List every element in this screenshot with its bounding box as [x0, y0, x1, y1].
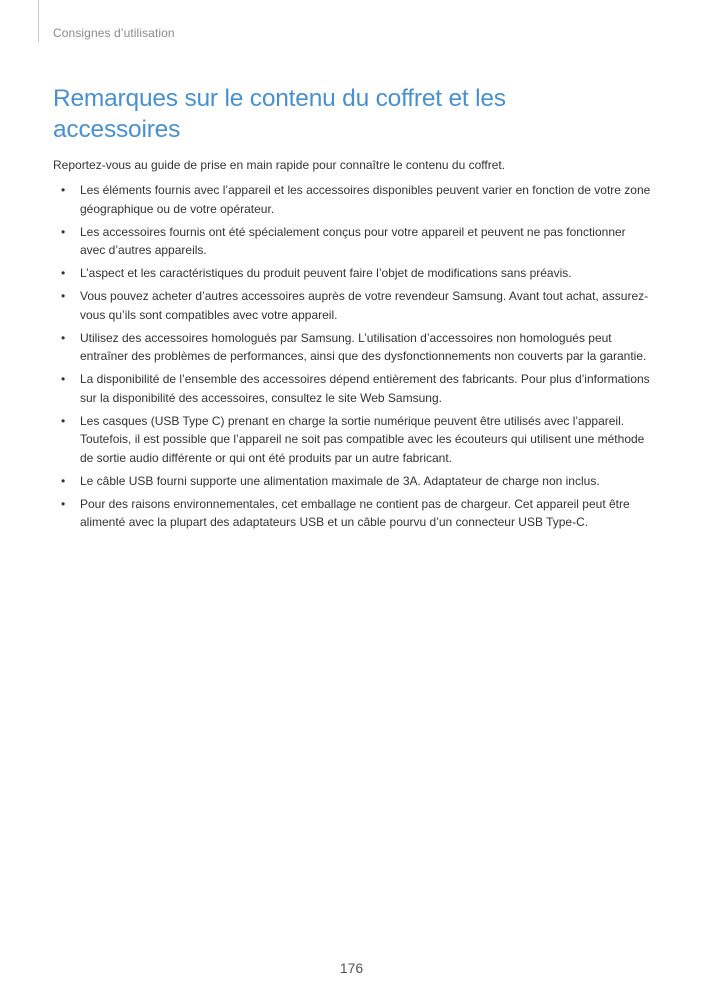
list-item-text: Pour des raisons environnementales, cet emballage ne contient pas de chargeur. Cet appareil peut être alimenté avec la plupart des adaptateurs USB et un câble pourvu d’un connecteur USB Type-C. — [80, 496, 630, 529]
bullet-icon: • — [61, 473, 66, 488]
list-item — [53, 472, 653, 491]
list-item — [53, 412, 653, 468]
intro-paragraph: Reportez-vous au guide de prise en main rapide pour connaître le contenu du coffret. — [53, 158, 506, 172]
running-header: Consignes d’utilisation — [53, 26, 175, 40]
list-item — [53, 287, 653, 324]
list-item — [53, 329, 653, 366]
bullet-icon: • — [61, 224, 66, 239]
notes-list — [53, 181, 653, 536]
list-item-text: L’aspect et les caractéristiques du produit peuvent faire l’objet de modifications sans préavis. — [80, 266, 572, 280]
list-item-text: Les casques (USB Type C) prenant en charge la sortie numérique peuvent être utilisés avec l’appareil. Toutefois, il est possible que l’appareil ne soit pas compatible avec les écouteurs qui utilisent une méthode de sortie audio différente or qui ont été produits par un autre fabricant. — [80, 413, 645, 465]
bullet-icon: • — [61, 496, 66, 511]
bullet-icon: • — [61, 289, 66, 303]
list-item — [53, 370, 653, 407]
list-item-text: La disponibilité de l’ensemble des accessoires dépend entièrement des fabricants. Pour plus d’informations sur la disponibilité des accessoires, consultez le site Web Samsung. — [80, 372, 650, 405]
list-item-text: Utilisez des accessoires homologués par Samsung. L’utilisation d’accessoires non homologués peut entraîner des problèmes de performances, ainsi que des dysfonctionnements non couverts par la garantie. — [80, 330, 647, 363]
list-item-text: Les éléments fournis avec l’appareil et les accessoires disponibles peuvent varier en fonction de votre zone géographique ou de votre opérateur. — [80, 183, 651, 216]
list-item — [53, 495, 653, 532]
list-item — [53, 223, 653, 260]
list-item — [53, 181, 653, 218]
bullet-icon: • — [61, 266, 66, 280]
page-number: 176 — [339, 960, 364, 976]
bullet-icon: • — [61, 372, 66, 386]
page-title: Remarques sur le contenu du coffret et les accessoires — [53, 85, 506, 143]
list-item-text: Les accessoires fournis ont été spécialement conçus pour votre appareil et peuvent ne pas fonctionner avec d’autres appareils. — [80, 224, 626, 257]
list-item-text: Le câble USB fourni supporte une alimentation maximale de 3A. Adaptateur de charge non inclus. — [80, 473, 600, 488]
bullet-icon: • — [61, 330, 66, 345]
list-item — [53, 264, 653, 283]
bullet-icon: • — [61, 183, 66, 197]
list-item-text: Vous pouvez acheter d’autres accessoires auprès de votre revendeur Samsung. Avant tout achat, assurez-vous qu’ils sont compatibles avec votre appareil. — [80, 289, 649, 322]
bullet-icon: • — [61, 413, 66, 428]
header-divider — [38, 0, 39, 42]
